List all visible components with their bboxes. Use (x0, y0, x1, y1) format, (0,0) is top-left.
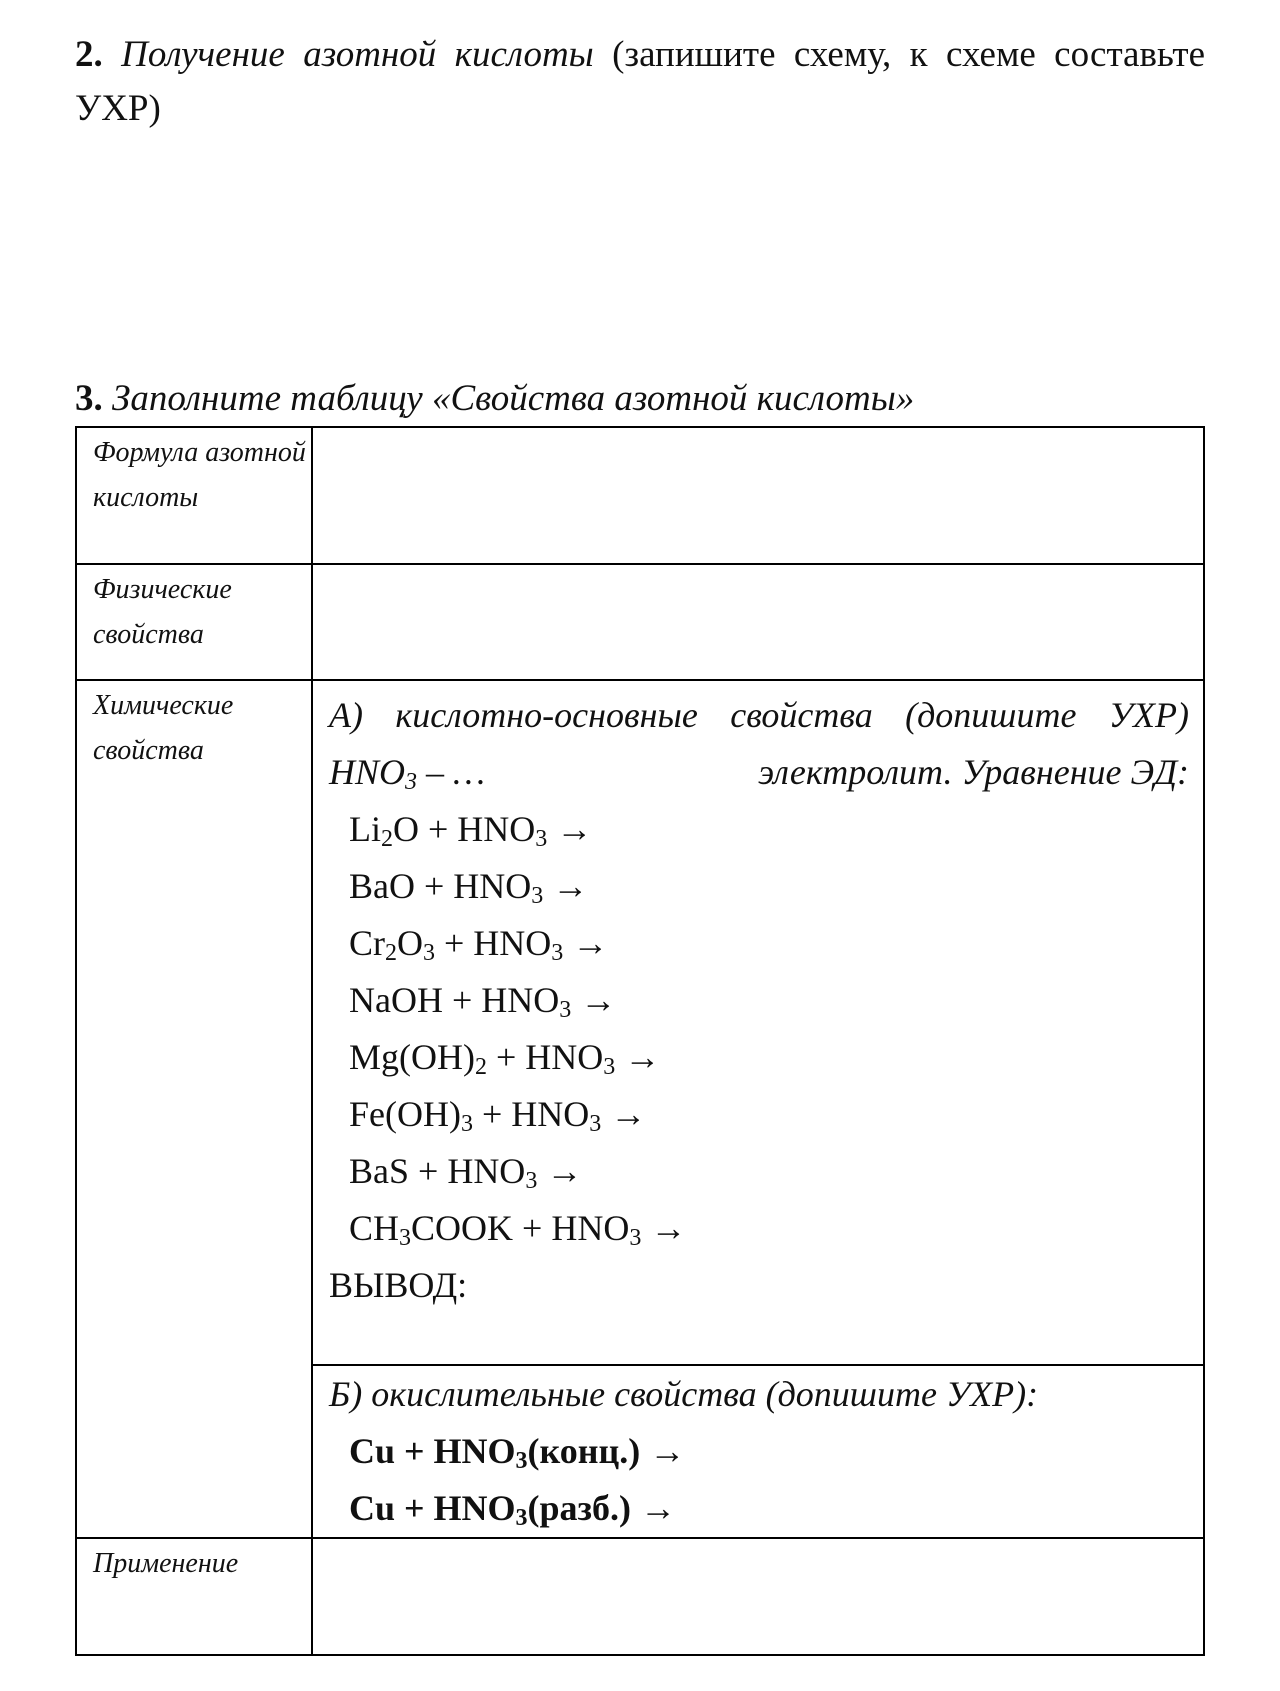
electrolyte-formula: $HNO_3$ – … (329, 752, 486, 795)
task-instruction: (запишите схему, к схеме составьте УХР) (75, 34, 1206, 129)
table-row (76, 564, 1204, 680)
section-a-heading: А) кислотно-основные свойства (допишите УХР) (329, 695, 1189, 735)
electrolyte-line (329, 744, 1189, 801)
reaction-bao: BaO + $HNO_3$ → (349, 866, 589, 909)
table-row (76, 1538, 1204, 1655)
task-number: 2. (75, 34, 103, 75)
row-label-usage: Применение (76, 1538, 312, 1655)
reaction-li2o: $Li_2O + HNO_3$ → (349, 809, 593, 852)
reaction-cu-conc: $Cu + HNO_3(конц.)$ → (349, 1431, 686, 1474)
chemical-section-a[interactable] (312, 680, 1204, 1365)
reaction-cu-dil: $Cu + HNO_3(разб.)$ → (349, 1488, 677, 1531)
answer-cell-formula[interactable] (312, 427, 1204, 564)
table-row (76, 427, 1204, 564)
reaction-feoh3: $Fe(OH)_3 + HNO_3$ → (349, 1094, 647, 1137)
task-title: Получение азотной кислоты (121, 34, 594, 75)
chemical-section-b[interactable] (312, 1365, 1204, 1538)
row-label-physical: Физические свойства (76, 564, 312, 680)
row-label-formula: Формула азотной кислоты (76, 427, 312, 564)
task-title: Заполните таблицу «Свойства азотной кислоты» (112, 378, 915, 419)
answer-cell-usage[interactable] (312, 1538, 1204, 1655)
reaction-cr2o3: $Cr_2O_3 + HNO_3$ → (349, 923, 609, 966)
reaction-naoh: NaOH + $HNO_3$ → (349, 980, 617, 1023)
table-row (76, 680, 1204, 1365)
reaction-mgoh2: $Mg(OH)_2 + HNO_3$ → (349, 1037, 661, 1080)
task-2 (75, 28, 1205, 136)
reaction-bas: BaS + $HNO_3$ → (349, 1151, 583, 1194)
reaction-ch3cook: $CH_3COOK + HNO_3$ → (349, 1208, 687, 1251)
row-label-chemical: Химические свойства (76, 680, 312, 1538)
nitric-acid-properties-table (75, 426, 1205, 1656)
section-b-heading: Б) окислительные свойства (допишите УХР): (329, 1374, 1039, 1414)
task-number: 3. (75, 378, 103, 419)
answer-cell-physical[interactable] (312, 564, 1204, 680)
electrolyte-label: электролит. Уравнение ЭД: (758, 752, 1189, 792)
task-3 (75, 372, 1205, 426)
conclusion-label: ВЫВОД: (329, 1265, 468, 1305)
